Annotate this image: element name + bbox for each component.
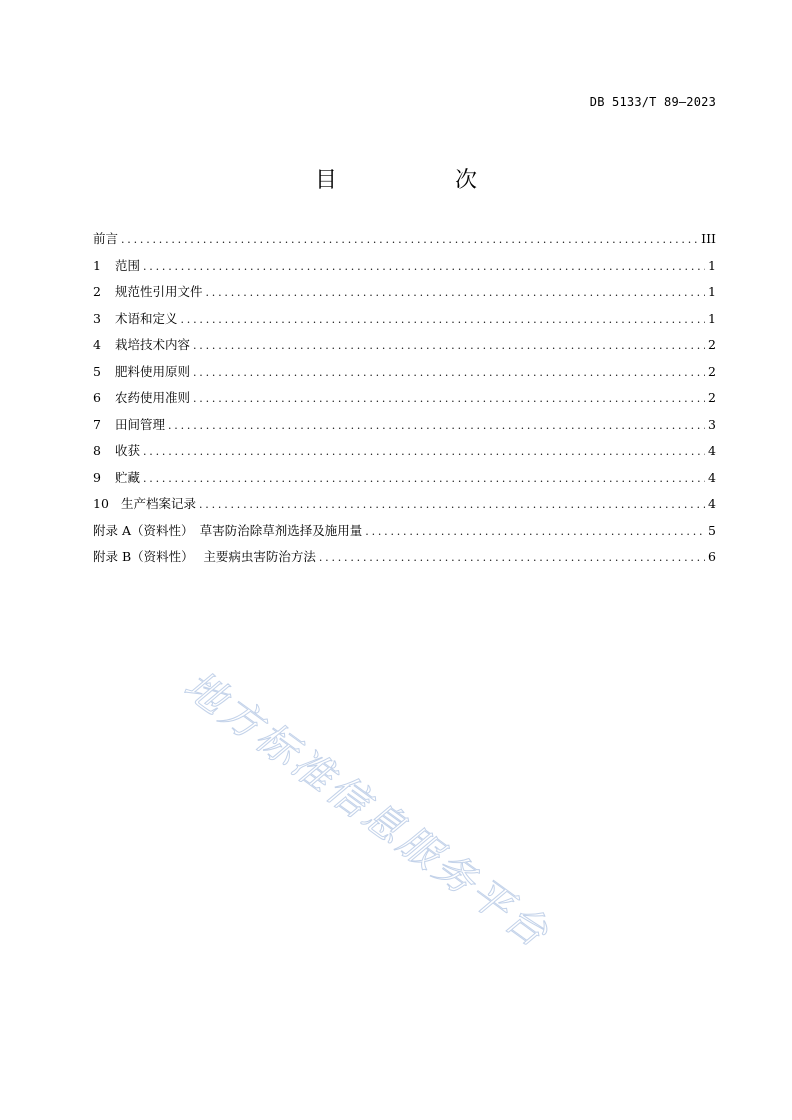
toc-page: 2 [708, 337, 716, 352]
toc-number: 1 [93, 257, 101, 273]
toc-page: 4 [708, 496, 716, 511]
toc-label: 范围 [115, 257, 141, 273]
toc-leader [193, 362, 705, 384]
toc-label: 生产档案记录 [121, 496, 197, 511]
toc-number: 8 [93, 443, 101, 458]
toc-number: 9 [93, 469, 101, 485]
toc-number: 5 [93, 363, 101, 379]
toc-entry-5[interactable] [93, 361, 716, 388]
toc-entry-appendix-a[interactable] [93, 520, 716, 547]
toc-label: 田间管理 [115, 416, 166, 432]
toc-entry-6[interactable] [93, 387, 716, 414]
toc-entry-foreword[interactable] [93, 228, 716, 255]
toc-page: 5 [708, 522, 716, 538]
toc-label: 肥料使用原则 [115, 363, 191, 379]
toc-entry-4[interactable] [93, 334, 716, 361]
toc-number: 6 [93, 390, 101, 405]
toc-label: 农药使用准则 [115, 390, 191, 405]
toc-leader [181, 309, 705, 331]
toc-leader [199, 494, 705, 516]
toc-page: 6 [708, 549, 716, 564]
toc-label: 收获 [115, 443, 141, 458]
toc-page: 1 [708, 257, 716, 273]
watermark: 地方标准信息服务平台 [175, 662, 559, 959]
toc-page: 2 [708, 390, 716, 405]
toc-page: 2 [708, 363, 716, 379]
table-of-contents [93, 228, 716, 573]
toc-label: 术语和定义 [115, 310, 178, 326]
toc-leader [121, 229, 698, 251]
toc-entry-1[interactable] [93, 255, 716, 282]
toc-entry-3[interactable] [93, 308, 716, 335]
toc-page: 1 [708, 310, 716, 326]
toc-leader [143, 441, 705, 463]
toc-number: 4 [93, 337, 101, 352]
toc-page: 4 [708, 443, 716, 458]
toc-leader [143, 256, 705, 278]
toc-page: 4 [708, 469, 716, 485]
toc-number: 3 [93, 310, 101, 326]
toc-leader [143, 468, 705, 490]
toc-leader [206, 282, 705, 304]
toc-label: 栽培技术内容 [115, 337, 191, 352]
toc-leader [319, 547, 705, 569]
toc-leader [168, 415, 705, 437]
toc-number: 10 [93, 496, 109, 511]
toc-entry-2[interactable] [93, 281, 716, 308]
toc-label: 前言 [93, 231, 119, 246]
toc-page: III [701, 231, 716, 246]
toc-appendix-label: 附录 A（资料性） [93, 522, 194, 538]
toc-appendix-title: 草害防治除草剂选择及施用量 [199, 522, 363, 538]
toc-appendix-label: 附录 B（资料性） [93, 549, 194, 564]
toc-entry-appendix-b[interactable] [93, 546, 716, 573]
toc-leader [365, 521, 705, 543]
page-title: 目 次 [314, 168, 525, 193]
document-code: DB 5133/T 89—2023 [589, 95, 716, 109]
toc-label: 贮藏 [115, 469, 141, 485]
toc-entry-9[interactable] [93, 467, 716, 494]
toc-number: 2 [93, 284, 101, 299]
toc-entry-8[interactable] [93, 440, 716, 467]
toc-leader [193, 388, 705, 410]
toc-entry-10[interactable] [93, 493, 716, 520]
toc-entry-7[interactable] [93, 414, 716, 441]
toc-page: 1 [708, 284, 716, 299]
toc-appendix-title: 主要病虫害防治方法 [203, 549, 316, 564]
toc-page: 3 [708, 416, 716, 432]
toc-label: 规范性引用文件 [115, 284, 203, 299]
toc-number: 7 [93, 416, 101, 432]
toc-leader [193, 335, 705, 357]
